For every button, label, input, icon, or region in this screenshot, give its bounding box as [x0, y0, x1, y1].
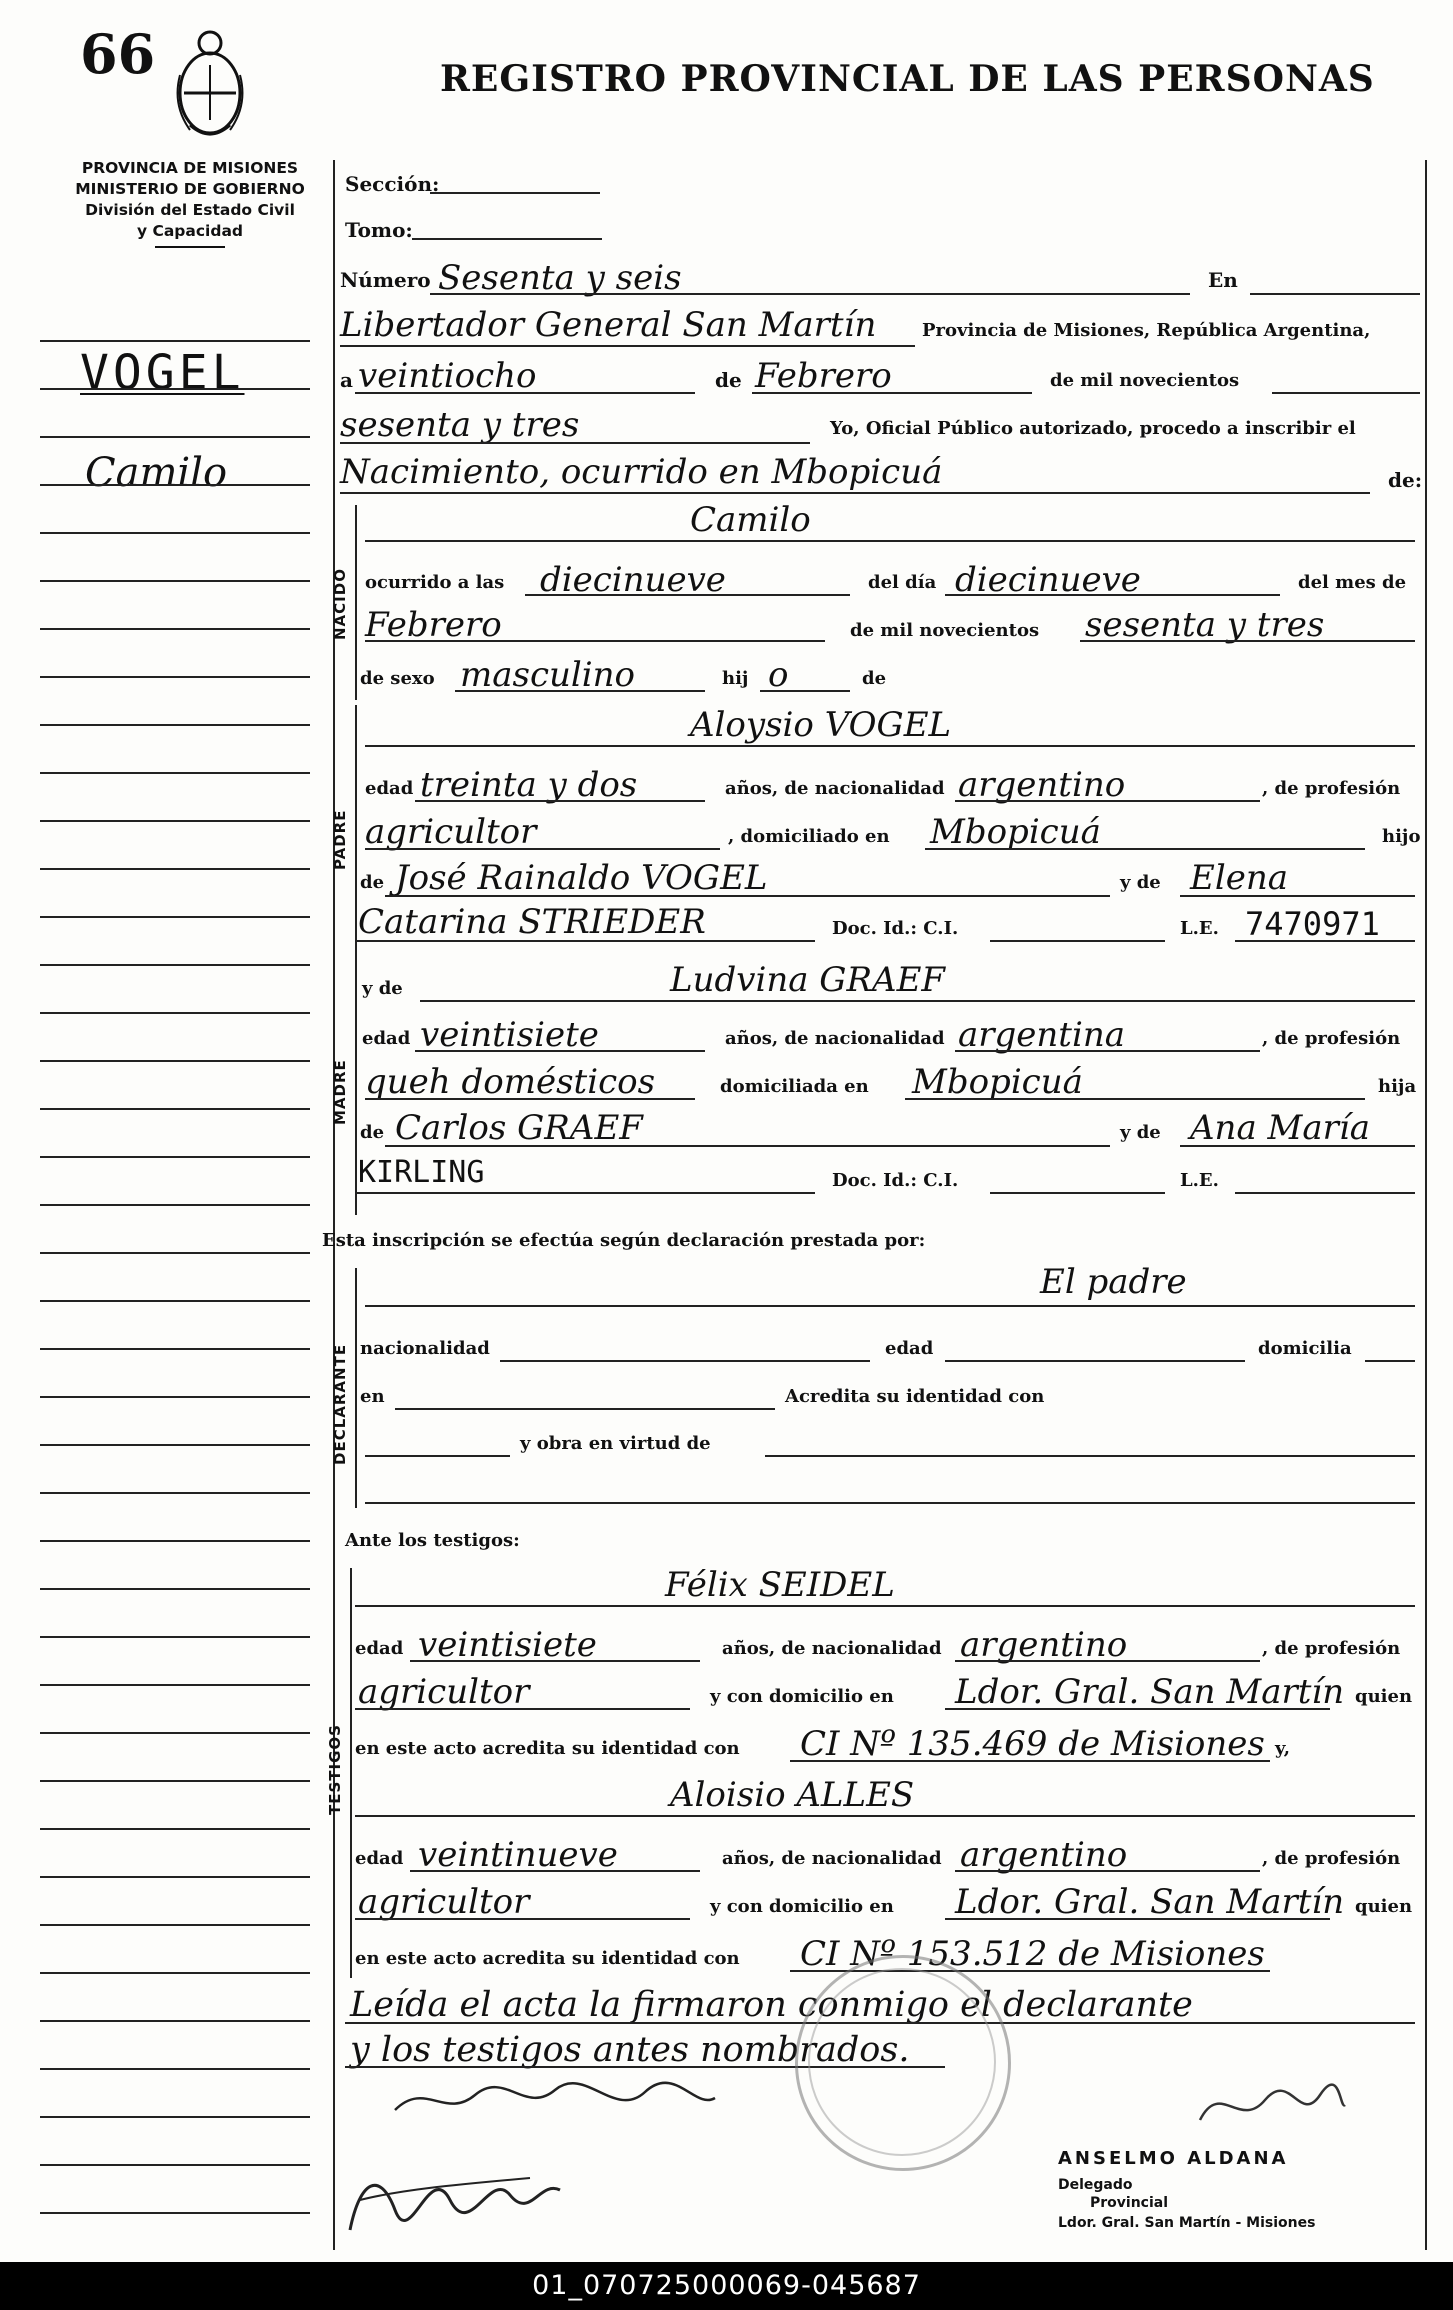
margin-ruled-line — [40, 1012, 310, 1014]
month-field — [752, 392, 1032, 394]
seccion-label: Sección: — [345, 172, 440, 196]
margin-ruled-line — [40, 1684, 310, 1686]
father-nationality: argentino — [958, 765, 1126, 805]
witness2-domicilio-label: y con domicilio en — [710, 1896, 894, 1917]
father-profesion-label: , de profesión — [1262, 778, 1401, 799]
margin-ruled-line — [40, 1252, 310, 1254]
margin-ruled-line — [40, 1396, 310, 1398]
agency-line-3: División del Estado Civil — [85, 201, 295, 219]
del-mes-label: del mes de — [1298, 572, 1407, 593]
mother-domicile-field — [905, 1098, 1365, 1100]
declarante-id-field — [365, 1455, 510, 1457]
birth-year: sesenta y tres — [1085, 605, 1325, 645]
father-edad-label: edad — [365, 778, 414, 799]
witness2-nationality: argentino — [960, 1835, 1128, 1875]
padre-section-label: PADRE — [331, 809, 349, 870]
official-stamp-inner — [808, 1968, 996, 2156]
margin-ruled-line — [40, 916, 310, 918]
father-le-field — [1235, 940, 1415, 942]
margin-ruled-line — [40, 1876, 310, 1878]
witness1-profession: agricultor — [358, 1672, 530, 1712]
father-age-field — [415, 800, 705, 802]
margin-ruled-line — [40, 1060, 310, 1062]
father-domicile-field — [925, 848, 1365, 850]
witness2-acredita-label: en este acto acredita su identidad con — [355, 1948, 740, 1969]
witness1-domicilio-label: y con domicilio en — [710, 1686, 894, 1707]
officer-title: Delegado — [1058, 2177, 1133, 2193]
father-name: Aloysio VOGEL — [690, 705, 952, 745]
numero-value: Sesenta y seis — [438, 258, 682, 298]
maternal-grandmother-rest: KIRLING — [358, 1155, 485, 1190]
act-field — [340, 492, 1370, 494]
agency-line-4: y Capacidad — [136, 222, 244, 240]
page-number: 66 — [80, 22, 156, 86]
day-field — [355, 392, 695, 394]
signature-officer-scribble — [1190, 2070, 1350, 2140]
mother-domicile: Mbopicuá — [912, 1062, 1083, 1102]
declarante-extra-field — [365, 1502, 1415, 1504]
mother-edad-label: edad — [362, 1028, 411, 1049]
margin-ruled-line — [40, 1828, 310, 1830]
declarante-intro: Esta inscripción se efectúa según declaración prestada por: — [322, 1230, 926, 1251]
paternal-grandmother-first: Elena — [1190, 858, 1288, 898]
margin-surname: VOGEL — [80, 345, 245, 401]
witness2-profesion-label: , de profesión — [1262, 1848, 1401, 1869]
witness2-quien-label: quien — [1355, 1896, 1413, 1917]
father-profession-field — [365, 848, 720, 850]
hijo-label: hijo — [1382, 826, 1421, 847]
mother-ci-field — [990, 1192, 1165, 1194]
agency-rule — [155, 246, 225, 248]
place-value: Libertador General San Martín — [340, 305, 877, 345]
margin-ruled-line — [40, 340, 310, 342]
witness1-edad-label: edad — [355, 1638, 404, 1659]
nacido-section-rule — [355, 505, 357, 700]
declarante-en-field — [395, 1408, 775, 1410]
padre-section-rule — [355, 705, 357, 970]
document-id-footer: 01_070725000069-045687 — [0, 2262, 1453, 2310]
declarante-section-rule — [355, 1268, 357, 1508]
father-age: treinta y dos — [420, 765, 638, 805]
witness2-domicile: Ldor. Gral. San Martín — [955, 1882, 1345, 1922]
margin-ruled-line — [40, 436, 310, 438]
year-field — [340, 442, 810, 444]
madre-yde-label: y de — [362, 978, 403, 999]
paternal-grandfather: José Rainaldo VOGEL — [395, 858, 768, 898]
witness2-profession-field — [355, 1918, 690, 1920]
agency-line-1: PROVINCIA DE MISIONES — [81, 159, 299, 177]
birth-month-field — [365, 640, 825, 642]
declarante-acredita-label: Acredita su identidad con — [785, 1386, 1045, 1407]
nacido-de-label: de — [862, 668, 887, 689]
sex-value: masculino — [460, 655, 636, 695]
witness1-age-field — [410, 1660, 700, 1662]
agency-line-2: MINISTERIO DE GOBIERNO — [75, 180, 305, 198]
father-ci-field — [990, 940, 1165, 942]
registration-day: veintiocho — [358, 356, 537, 396]
margin-ruled-line — [40, 1540, 310, 1542]
margin-ruled-line — [40, 580, 310, 582]
margin-ruled-line — [40, 1972, 310, 1974]
madre-section-label: MADRE — [331, 1059, 349, 1125]
margin-ruled-line — [40, 1348, 310, 1350]
testigos-section-label: TESTIGOS — [326, 1724, 344, 1815]
father-profession: agricultor — [365, 812, 537, 852]
act-description: Nacimiento, ocurrido en Mbopicuá — [340, 452, 943, 492]
birth-hour-field — [525, 594, 850, 596]
witness1-domicile-field — [945, 1708, 1330, 1710]
margin-ruled-line — [40, 676, 310, 678]
signature-declarante-scribble — [340, 2140, 570, 2250]
maternal-grandfather: Carlos GRAEF — [395, 1108, 643, 1148]
declarante-nacionalidad-field — [500, 1360, 870, 1362]
mother-profesion-label: , de profesión — [1262, 1028, 1401, 1049]
hij-field — [760, 690, 850, 692]
hij-label: hij — [722, 668, 749, 689]
tomo-label: Tomo: — [345, 218, 413, 242]
margin-ruled-line — [40, 1588, 310, 1590]
margin-ruled-line — [40, 1780, 310, 1782]
birth-day-field — [945, 594, 1280, 596]
witness2-name-field — [355, 1815, 1415, 1817]
maternal-grandmother-first: Ana María — [1190, 1108, 1371, 1148]
margin-ruled-line — [40, 484, 310, 486]
officer-name: ANSELMO ALDANA — [1058, 2148, 1289, 2169]
testigos-intro: Ante los testigos: — [345, 1530, 520, 1551]
ocurrido-label: ocurrido a las — [365, 572, 505, 593]
father-domicile: Mbopicuá — [930, 812, 1101, 852]
closing-line-1: Leída el acta la firmaron conmigo el declarante — [350, 1985, 1193, 2025]
father-name-field — [365, 745, 1415, 747]
mother-nationality: argentina — [958, 1015, 1126, 1055]
paternal-grandfather-field — [385, 895, 1110, 897]
paternal-grandmother-first-field — [1180, 895, 1415, 897]
en-label: En — [1208, 268, 1238, 292]
issuing-agency — [45, 158, 335, 248]
witness2-nationality-field — [955, 1870, 1260, 1872]
witness1-quien-label: quien — [1355, 1686, 1413, 1707]
father-nationality-field — [955, 800, 1260, 802]
mother-le-label: L.E. — [1180, 1170, 1219, 1191]
witness2-domicile-field — [945, 1918, 1330, 1920]
hija-label: hija — [1378, 1076, 1417, 1097]
mother-doc-label: Doc. Id.: C.I. — [832, 1170, 959, 1191]
nacido-name-field — [365, 540, 1415, 542]
margin-ruled-line — [40, 1636, 310, 1638]
margin-ruled-line — [40, 1108, 310, 1110]
domiciliada-label: domiciliada en — [720, 1076, 869, 1097]
margin-ruled-line — [40, 532, 310, 534]
witness1-acredita-label: en este acto acredita su identidad con — [355, 1738, 740, 1759]
witness1-id: CI Nº 135.469 de Misiones — [800, 1724, 1265, 1764]
declarante-domicilia-label: domicilia — [1258, 1338, 1352, 1359]
margin-ruled-line — [40, 1444, 310, 1446]
del-dia-label: del día — [868, 572, 937, 593]
witness1-name: Félix SEIDEL — [665, 1565, 895, 1605]
witness2-profession: agricultor — [358, 1882, 530, 1922]
mil-novecientos-label: de mil novecientos — [1050, 370, 1240, 391]
maternal-grandmother-first-field — [1180, 1145, 1415, 1147]
declarante-name-field — [365, 1305, 1415, 1307]
declarante-domicilia-field — [1365, 1360, 1415, 1362]
officer-location: Ldor. Gral. San Martín - Misiones — [1058, 2215, 1316, 2231]
place-field — [340, 345, 915, 347]
margin-ruled-line — [40, 1156, 310, 1158]
declarante-edad-field — [945, 1360, 1245, 1362]
declarante-name: El padre — [1040, 1262, 1187, 1302]
birth-mil-label: de mil novecientos — [850, 620, 1040, 641]
witness2-age-field — [410, 1870, 700, 1872]
father-le-label: L.E. — [1180, 918, 1219, 939]
witness2-id: CI Nº 153.512 de Misiones — [800, 1934, 1265, 1974]
mother-nationality-field — [955, 1050, 1260, 1052]
closing-line-2: y los testigos antes nombrados. — [350, 2030, 910, 2070]
witness1-profesion-label: , de profesión — [1262, 1638, 1401, 1659]
seccion-field — [430, 192, 600, 194]
margin-ruled-line — [40, 772, 310, 774]
witness1-age: veintisiete — [418, 1625, 597, 1665]
margin-ruled-line — [40, 820, 310, 822]
madre-section-rule — [355, 965, 357, 1215]
margin-ruled-line — [40, 1924, 310, 1926]
birth-day: diecinueve — [955, 560, 1141, 600]
witness2-name: Aloisio ALLES — [670, 1775, 915, 1815]
margin-ruled-line — [40, 724, 310, 726]
mother-le-field — [1235, 1192, 1415, 1194]
province-text: Provincia de Misiones, República Argentina, — [922, 320, 1371, 341]
mother-yde2-label: y de — [1120, 1122, 1161, 1143]
sex-field — [455, 690, 705, 692]
en-field — [1250, 293, 1420, 295]
birth-month: Febrero — [365, 605, 502, 645]
margin-ruled-line — [40, 2116, 310, 2118]
maternal-grandfather-field — [385, 1145, 1110, 1147]
witness1-y-label: y, — [1275, 1738, 1291, 1759]
margin-ruled-line — [40, 868, 310, 870]
declarante-edad-label: edad — [885, 1338, 934, 1359]
margin-ruled-line — [40, 1732, 310, 1734]
paternal-grandmother-rest-field — [355, 940, 815, 942]
testigos-section-rule — [350, 1568, 352, 1978]
mother-profession-field — [365, 1098, 695, 1100]
declarante-en-label: en — [360, 1386, 385, 1407]
mother-name: Ludvina GRAEF — [670, 960, 946, 1000]
witness1-profession-field — [355, 1708, 690, 1710]
mother-age: veintisiete — [420, 1015, 599, 1055]
declarante-obra-label: y obra en virtud de — [520, 1433, 711, 1454]
birth-year-field — [1080, 640, 1415, 642]
declarante-section-label: DECLARANTE — [331, 1343, 349, 1465]
declarante-nacionalidad-label: nacionalidad — [360, 1338, 490, 1359]
margin-ruled-line — [40, 388, 310, 390]
father-de-label: de — [360, 872, 385, 893]
father-yde-label: y de — [1120, 872, 1161, 893]
margin-ruled-line — [40, 628, 310, 630]
margin-ruled-line — [40, 2020, 310, 2022]
month-de-label: de — [715, 368, 742, 392]
a-label: a — [340, 368, 353, 392]
mother-age-field — [415, 1050, 705, 1052]
oficial-text: Yo, Oficial Público autorizado, procedo a inscribir el — [830, 418, 1356, 439]
father-anos-label: años, de nacionalidad — [725, 778, 945, 799]
paternal-grandmother-rest: Catarina STRIEDER — [358, 902, 706, 942]
numero-field — [430, 293, 1190, 295]
margin-ruled-line — [40, 2164, 310, 2166]
year-field-a — [1272, 392, 1420, 394]
nacido-section-label: NACIDO — [331, 568, 349, 640]
margin-ruled-line — [40, 1204, 310, 1206]
witness1-anos-label: años, de nacionalidad — [722, 1638, 942, 1659]
witness1-nationality-field — [955, 1660, 1260, 1662]
witness2-age: veintinueve — [418, 1835, 618, 1875]
margin-ruled-line — [40, 1492, 310, 1494]
act-de-label: de: — [1388, 468, 1423, 492]
document-title: REGISTRO PROVINCIAL DE LAS PERSONAS — [440, 58, 1375, 100]
father-le-value: 7470971 — [1245, 905, 1380, 943]
signature-witness-scribble — [385, 2070, 725, 2130]
domiciliado-label: , domiciliado en — [728, 826, 890, 847]
numero-label: Número — [340, 268, 431, 292]
mother-de-label: de — [360, 1122, 385, 1143]
witness2-edad-label: edad — [355, 1848, 404, 1869]
national-coat-of-arms-seal — [170, 25, 250, 145]
sexo-label: de sexo — [360, 668, 435, 689]
registration-month: Febrero — [755, 356, 892, 396]
hij-suffix: o — [768, 655, 789, 695]
registration-year: sesenta y tres — [340, 405, 580, 445]
newborn-name: Camilo — [690, 500, 811, 540]
witness1-name-field — [355, 1605, 1415, 1607]
margin-ruled-line — [40, 1300, 310, 1302]
maternal-grandmother-rest-field — [355, 1192, 815, 1194]
mother-profession: queh domésticos — [365, 1062, 656, 1102]
declarante-obra-field — [765, 1455, 1415, 1457]
witness1-domicile: Ldor. Gral. San Martín — [955, 1672, 1345, 1712]
witness1-nationality: argentino — [960, 1625, 1128, 1665]
mother-anos-label: años, de nacionalidad — [725, 1028, 945, 1049]
father-doc-label: Doc. Id.: C.I. — [832, 918, 959, 939]
margin-given-name: Camilo — [85, 450, 228, 496]
margin-ruled-line — [40, 2212, 310, 2214]
officer-province: Provincial — [1090, 2195, 1169, 2211]
witness1-id-field — [790, 1760, 1270, 1762]
margin-ruled-line — [40, 964, 310, 966]
mother-name-field — [420, 1000, 1415, 1002]
birth-hour: diecinueve — [540, 560, 726, 600]
tomo-field — [412, 238, 602, 240]
witness2-anos-label: años, de nacionalidad — [722, 1848, 942, 1869]
margin-ruled-line — [40, 2068, 310, 2070]
